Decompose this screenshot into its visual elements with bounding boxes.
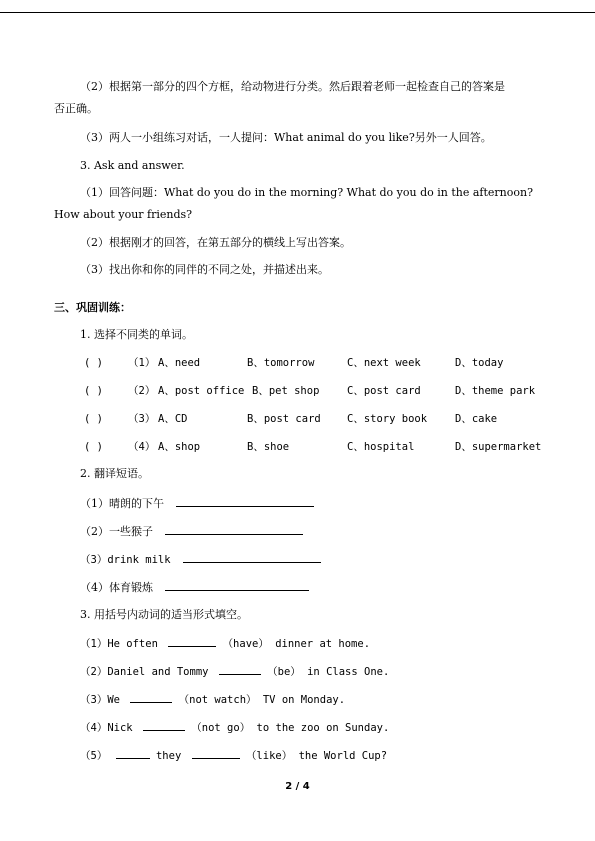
verb-hint: （have） (222, 638, 269, 650)
sentence-start: （5） (80, 750, 108, 762)
option-c: C、hospital (347, 441, 415, 453)
fill-blank-item (80, 636, 370, 651)
option-a: A、need (158, 357, 201, 369)
translate-item (80, 496, 314, 511)
answer-blank[interactable] (183, 552, 321, 563)
step-2-line-1: （2）根据第一部分的四个方框，给动物进行分类。然后跟着老师一起检查自己的答案是 (80, 80, 505, 93)
option-c: C、next week (347, 357, 421, 369)
question-1-line-1: （1）回答问题：What do you do in the morning? What do you do in the afternoon? (80, 186, 533, 199)
option-a: A、CD (158, 413, 188, 425)
question-2-text: （2）根据刚才的回答，在第五部分的横线上写出答案。 (80, 236, 351, 249)
answer-bracket[interactable]: ( ) (84, 357, 103, 369)
exercise-2-title: 2. 翻译短语。 (80, 467, 149, 480)
translate-prompt: （4）体育锻炼 (80, 581, 153, 594)
question-3-text: （3）找出你和你的同伴的不同之处，并描述出来。 (80, 263, 329, 276)
answer-blank[interactable] (168, 636, 216, 647)
option-d: D、theme park (455, 385, 536, 397)
answer-blank[interactable] (165, 524, 303, 535)
sentence-end: in Class One. (307, 666, 390, 678)
step-3-text: （3）两人一小组练习对话，一人提问：What animal do you like?另外一人回答。 (80, 131, 492, 144)
fill-blank-item (80, 720, 389, 735)
sentence-start: （4）Nick (80, 722, 133, 734)
option-c: C、story book (347, 413, 428, 425)
fill-blank-item (80, 664, 389, 679)
translate-item (80, 524, 303, 539)
sentence-start: （2）Daniel and Tommy (80, 666, 209, 678)
verb-hint: （not go） (191, 722, 251, 734)
section-3-title: 3. Ask and answer. (80, 159, 185, 172)
answer-blank[interactable] (219, 664, 261, 675)
sentence-end: to the zoo on Sunday. (256, 722, 390, 734)
fill-blank-item (80, 692, 345, 707)
translate-item (80, 580, 309, 595)
option-d: D、cake (455, 413, 498, 425)
item-number: （2） (128, 385, 156, 397)
option-b: B、shoe (247, 441, 290, 453)
page-number: 2 / 4 (285, 781, 310, 792)
translate-prompt: （3）drink milk (80, 554, 171, 566)
header-rule (0, 12, 595, 13)
answer-bracket[interactable]: ( ) (84, 441, 103, 453)
option-a: A、shop (158, 441, 201, 453)
option-d: D、supermarket (455, 441, 542, 453)
question-1-line-2: How about your friends? (54, 208, 193, 221)
sentence-end: TV on Monday. (262, 694, 346, 706)
item-number: （4） (128, 441, 156, 453)
section-heading: 三、巩固训练： (54, 301, 131, 314)
item-number: （3） (128, 413, 156, 425)
option-c: C、post card (347, 385, 421, 397)
sentence-end: dinner at home. (275, 638, 371, 650)
option-d: D、today (455, 357, 504, 369)
option-b: B、pet shop (252, 385, 320, 397)
fill-blank-item (80, 748, 387, 763)
sentence-subject: they (155, 750, 182, 762)
translate-prompt: （2）一些猴子 (80, 525, 153, 538)
sentence-end: the World Cup? (298, 750, 388, 762)
exercise-1-title: 1. 选择不同类的单词。 (80, 328, 193, 341)
sentence-start: （3）We (80, 694, 120, 706)
answer-blank[interactable] (143, 720, 185, 731)
translate-prompt: （1）晴朗的下午 (80, 497, 164, 510)
answer-bracket[interactable]: ( ) (84, 413, 103, 425)
sentence-start: （1）He often (80, 638, 158, 650)
item-number: （1） (128, 357, 156, 369)
option-b: B、tomorrow (247, 357, 315, 369)
answer-blank[interactable] (192, 748, 240, 759)
answer-blank[interactable] (176, 496, 314, 507)
option-a: A、post office (158, 385, 245, 397)
exercise-3-title: 3. 用括号内动词的适当形式填空。 (80, 608, 248, 621)
answer-blank[interactable] (165, 580, 309, 591)
verb-hint: （be） (267, 666, 301, 678)
answer-blank[interactable] (116, 748, 150, 759)
translate-item (80, 552, 321, 567)
verb-hint: （not watch） (178, 694, 257, 706)
verb-hint: （like） (245, 750, 293, 762)
answer-blank[interactable] (130, 692, 172, 703)
option-b: B、post card (247, 413, 321, 425)
step-2-line-2: 否正确。 (54, 102, 98, 115)
answer-bracket[interactable]: ( ) (84, 385, 103, 397)
